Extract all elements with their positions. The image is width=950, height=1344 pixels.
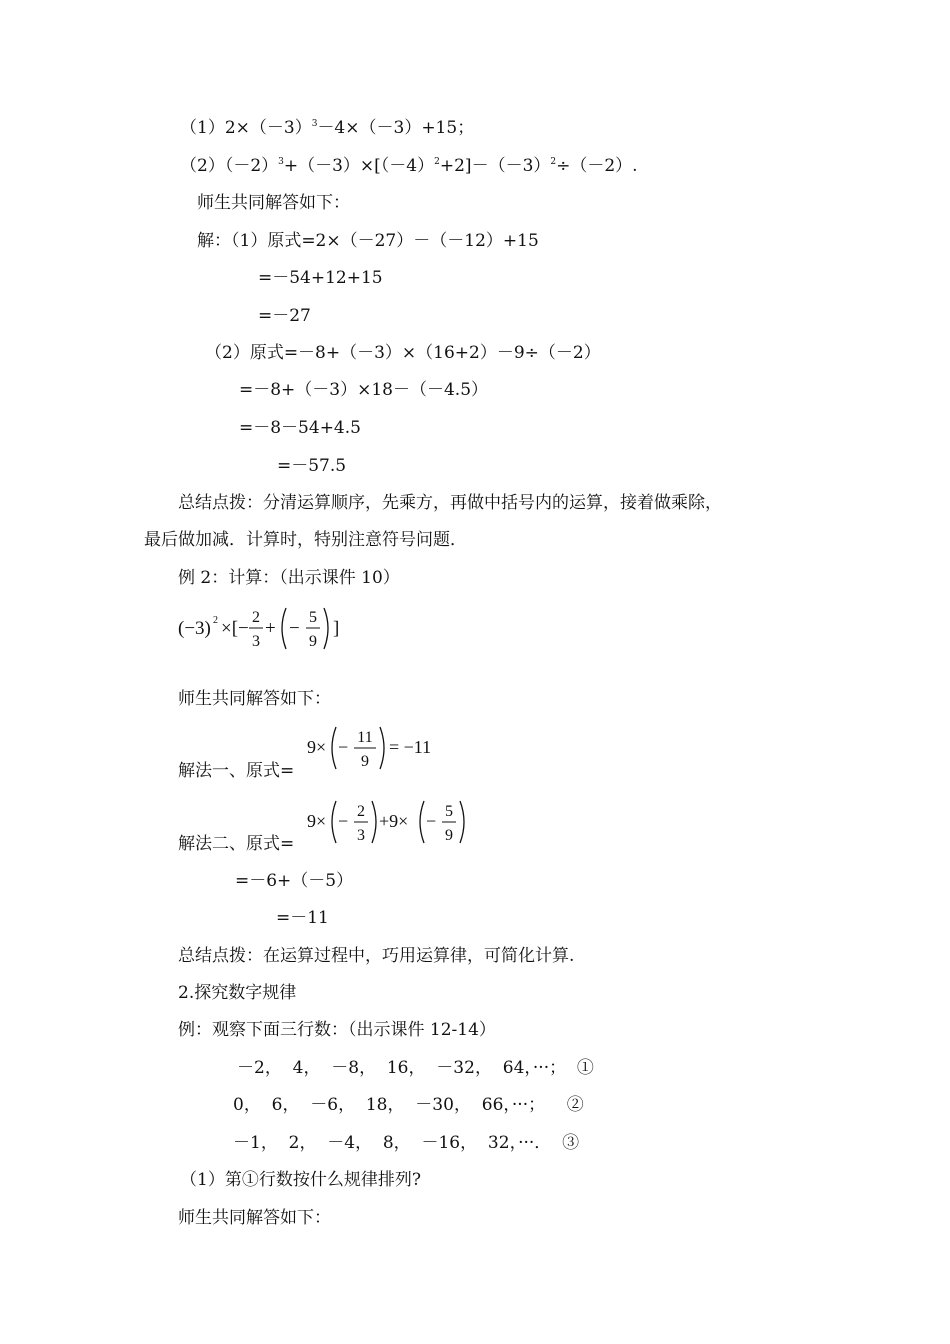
denominator-2: 9: [445, 827, 453, 844]
section-2-example: 例：观察下面三行数：（出示课件 12-14）: [178, 1020, 496, 1040]
number-row-2: 0， 6， －6， 18， －30， 66，···； ②: [233, 1095, 584, 1115]
result: = −11: [389, 737, 432, 757]
plus-coefficient-2: +9×: [379, 811, 409, 831]
solution-1-line-2: =－54+12+15: [258, 268, 383, 288]
solution-2-line-1: （2）原式=－8+（－3）×（16+2）－9÷（－2）: [205, 343, 601, 363]
minus-sign: −: [426, 811, 437, 831]
method-1-expression: [305, 722, 440, 774]
exponent: 3: [311, 119, 318, 129]
times-bracket: ×[−: [221, 618, 249, 639]
exponent: 2: [550, 157, 557, 167]
coefficient-1: 9×: [307, 811, 327, 831]
question-1: （1）第①行数按什么规律排列?: [180, 1170, 421, 1190]
minus-sign: −: [338, 811, 349, 831]
right-paren: [324, 608, 328, 649]
solution-2-line-4: =－57.5: [277, 456, 347, 476]
exponent: 3: [278, 157, 284, 167]
solution-1-line-3: =－27: [258, 306, 311, 326]
numerator-2: 5: [445, 803, 453, 820]
numerator-1: 2: [357, 803, 365, 820]
plus-sign: +: [265, 618, 276, 639]
right-paren: [460, 801, 464, 843]
problem-1-part-2: $(2)(-2)^3+(-3)\times[(-4)^2+2]-(-3)^2\div(-2)$.: [180, 156, 638, 176]
example-2-title: 例 2：计算：（出示课件 10）: [178, 568, 400, 588]
left-paren: [332, 801, 336, 843]
problem-1-part-1: $(1)2\times(-3)^3-4\times(-3)+15$；: [180, 118, 475, 138]
numerator: 11: [357, 729, 373, 746]
method-1-label: 解法一、原式=: [178, 761, 295, 781]
method-2-expression: [305, 796, 470, 848]
fraction-1-denominator: 3: [252, 633, 260, 650]
number-row-3: －1， 2， －4， 8， －16， 32，···． ③: [233, 1133, 580, 1153]
coefficient: 9×: [307, 737, 327, 757]
exponent: 2: [434, 157, 440, 167]
method-2-svg: [305, 796, 470, 848]
example-2-intro: 师生共同解答如下：: [178, 689, 331, 709]
exponent: 2: [213, 615, 218, 626]
solution-2-line-2: =－8+（－3）×18－（－4.5）: [239, 380, 489, 400]
number-row-1: －2， 4， －8， 16， －32， 64，···； ①: [237, 1058, 594, 1078]
denominator-1: 3: [357, 827, 365, 844]
fraction-2-denominator: 9: [309, 633, 317, 650]
denominator: 9: [361, 753, 369, 770]
method-1-svg: [305, 722, 440, 774]
example-2-expression: [176, 602, 346, 654]
fraction-2-numerator: 5: [309, 609, 317, 626]
right-paren: [380, 727, 384, 769]
solution-1-line-1: 解：（1）原式=2×（－27）－（－12）+15: [197, 231, 539, 251]
summary-line-1: 总结点拨：分清运算顺序，先乘方，再做中括号内的运算，接着做乘除，: [178, 493, 722, 513]
right-paren: [372, 801, 376, 843]
base: (−3): [178, 618, 211, 639]
method-2-step-3: =－11: [276, 908, 329, 928]
section-2-heading: 2.探究数字规律: [178, 983, 297, 1003]
example-2-summary: 总结点拨：在运算过程中，巧用运算律，可简化计算.: [178, 946, 575, 966]
fraction-1-numerator: 2: [252, 609, 260, 626]
left-paren: [282, 608, 286, 649]
left-paren: [332, 727, 336, 769]
left-paren: [420, 801, 424, 843]
expression-svg: [176, 602, 346, 654]
section-2-intro: 师生共同解答如下：: [178, 1208, 331, 1228]
method-2-label: 解法二、原式=: [178, 834, 295, 854]
summary-line-2: 最后做加减．计算时，特别注意符号问题．: [144, 530, 467, 550]
solution-2-line-3: =－8－54+4.5: [239, 418, 361, 438]
minus-sign: −: [338, 737, 349, 757]
close-bracket: ]: [333, 618, 340, 639]
minus-sign: −: [289, 618, 300, 639]
method-2-step-2: =－6+（－5）: [235, 871, 354, 891]
solution-intro: 师生共同解答如下：: [197, 193, 350, 213]
